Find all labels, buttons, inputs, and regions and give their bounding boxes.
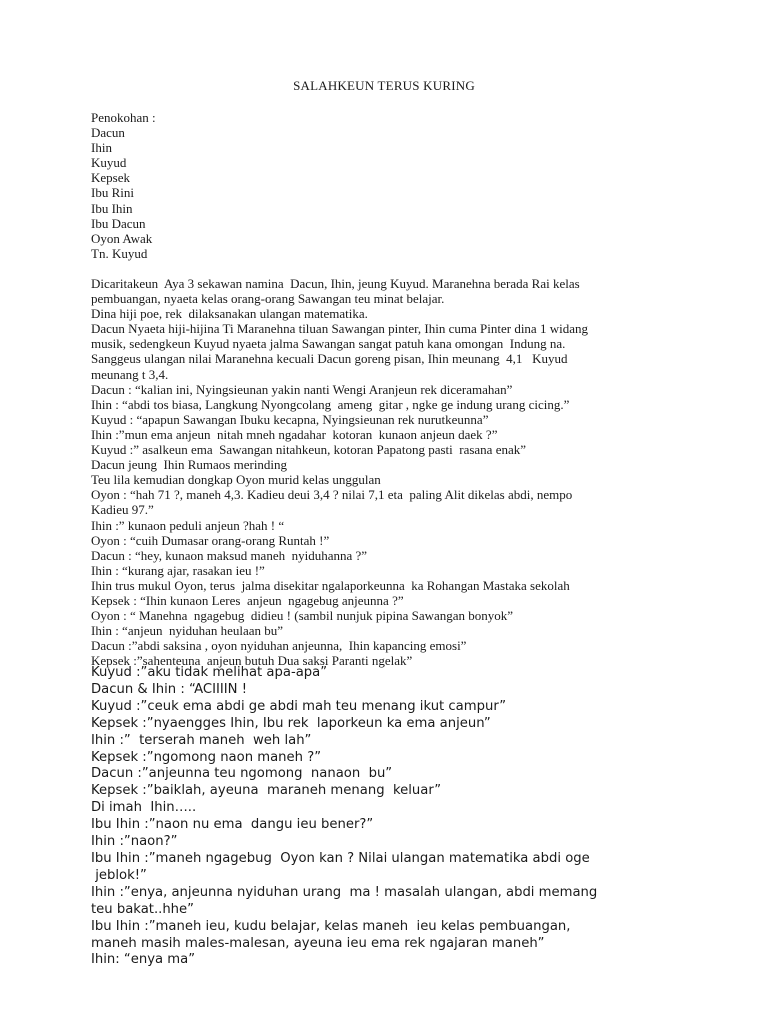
dialog-line: Kuyud :”ceuk ema abdi ge abdi mah teu menang ikut campur” <box>91 698 507 714</box>
cast-list-item: Oyon Awak <box>91 230 153 246</box>
story-line: Kepsek :”sahenteuna anjeun butuh Dua saksi Paranti ngelak” <box>91 653 413 669</box>
story-line: Dacun : “kalian ini, Nyingsieunan yakin nanti Wengi Aranjeun rek diceramahan” <box>91 381 513 397</box>
cast-list-item: Dacun <box>91 125 125 141</box>
cast-list-item: Ibu Dacun <box>91 215 146 231</box>
dialog-line: Kuyud :”aku tidak melihat apa-apa” <box>91 665 328 680</box>
story-line: Dina hiji poe, rek dilaksanakan ulangan matematika. <box>91 306 368 322</box>
dialog-line: Ihin :”naon?” <box>91 834 178 850</box>
story-section <box>91 276 681 668</box>
dialog-line: Ibu Ihin :”maneh ieu, kudu belajar, kelas maneh ieu kelas pembuangan, <box>91 918 571 934</box>
cast-list <box>91 125 681 261</box>
dialog-section <box>91 665 691 969</box>
story-line: Dacun : “hey, kunaon maksud maneh nyiduhanna ?” <box>91 547 368 563</box>
dialog-line: Kepsek :”nyaengges Ihin, Ibu rek laporkeun ka ema anjeun” <box>91 715 491 731</box>
story-line: Ihin :” kunaon peduli anjeun ?hah ! “ <box>91 517 285 533</box>
story-line: Dicaritakeun Aya 3 sekawan namina Dacun, Ihin, jeung Kuyud. Maranehna berada Rai kelas <box>91 276 580 291</box>
story-line: Dacun jeung Ihin Rumaos merinding <box>91 457 288 473</box>
dialog-line: Dacun :”anjeunna teu ngomong nanaon bu” <box>91 766 393 782</box>
story-line: Kadieu 97.” <box>91 502 154 518</box>
dialog-line: Ibu Ihin :”maneh ngagebug Oyon kan ? Nilai ulangan matematika abdi oge <box>91 850 590 866</box>
cast-list-item: Tn. Kuyud <box>91 245 148 261</box>
story-line: Ihin : “anjeun nyiduhan heulaan bu” <box>91 623 284 639</box>
dialog-line: Dacun & Ihin : “ACIIIIN ! <box>91 681 247 697</box>
story-line: Oyon : “hah 71 ?, maneh 4,3. Kadieu deui 3,4 ? nilai 7,1 eta paling Alit dikelas abdi, nempo <box>91 487 573 503</box>
cast-section <box>91 110 681 261</box>
cast-heading: Penokohan : <box>91 110 156 125</box>
story-line: Teu lila kemudian dongkap Oyon murid kelas unggulan <box>91 472 381 488</box>
story-line: Ihin : “abdi tos biasa, Langkung Nyongcolang ameng gitar , ngke ge indung urang cicing.” <box>91 396 570 412</box>
story-line: Kuyud :” asalkeun ema Sawangan nitahkeun, kotoran Papatong pasti rasana enak” <box>91 442 526 458</box>
story-line: Sanggeus ulangan nilai Maranehna kecuali Dacun goreng pisan, Ihin meunang 4,1 Kuyud <box>91 351 568 367</box>
dialog-line: Ihin: “enya ma” <box>91 952 196 968</box>
story-line: pembuangan, nyaeta kelas orang-orang Sawangan teu minat belajar. <box>91 291 445 307</box>
dialog-line: Ibu Ihin :”naon nu ema dangu ieu bener?” <box>91 817 374 833</box>
cast-list-item: Ibu Ihin <box>91 200 133 216</box>
story-line: Oyon : “cuih Dumasar orang-orang Runtah !” <box>91 532 330 548</box>
dialog-line: Kepsek :”ngomong naon maneh ?” <box>91 749 322 765</box>
dialog-line: Ihin :” terserah maneh weh lah” <box>91 732 312 748</box>
dialog-line: Di imah Ihin….. <box>91 800 197 816</box>
story-line: Dacun Nyaeta hiji-hijina Ti Maranehna tiluan Sawangan pinter, Ihin cuma Pinter dina 1 widang <box>91 321 588 337</box>
story-line: Oyon : “ Manehna ngagebug didieu ! (sambil nunjuk pipina Sawangan bonyok” <box>91 608 514 624</box>
dialog-line: Ihin :”enya, anjeunna nyiduhan urang ma ! masalah ulangan, abdi memang <box>91 884 598 900</box>
dialog-line: jeblok!” <box>91 867 147 883</box>
cast-list-item: Ihin <box>91 140 112 156</box>
cast-list-item: Kepsek <box>91 170 130 186</box>
story-line: Dacun :”abdi saksina , oyon nyiduhan anjeunna, Ihin kapancing emosi” <box>91 638 467 654</box>
story-line: Kepsek : “Ihin kunaon Leres anjeun ngagebug anjeunna ?” <box>91 592 404 608</box>
story-line: meunang t 3,4. <box>91 366 169 382</box>
story-line: Kuyud : “apapun Sawangan Ibuku kecapna, Nyingsieunan rek nurutkeunna” <box>91 411 489 427</box>
cast-list-item: Ibu Rini <box>91 185 134 201</box>
dialog-line: Kepsek :”baiklah, ayeuna maraneh menang keluar” <box>91 783 442 799</box>
cast-list-item: Kuyud <box>91 155 127 171</box>
dialog-line: teu bakat..hhe” <box>91 901 194 917</box>
story-line: Ihin :”mun ema anjeun nitah mneh ngadahar kotoran kunaon anjeun daek ?” <box>91 426 498 442</box>
story-line: Ihin : “kurang ajar, rasakan ieu !” <box>91 562 265 578</box>
dialog-line: maneh masih males-malesan, ayeuna ieu ema rek ngajaran maneh” <box>91 935 545 951</box>
story-line: Ihin trus mukul Oyon, terus jalma disekitar ngalaporkeunna ka Rohangan Mastaka sekolah <box>91 577 570 593</box>
story-line: musik, sedengkeun Kuyud nyaeta jalma Sawangan sangat patuh kana omongan Indung na. <box>91 336 566 352</box>
document-title: SALAHKEUN TERUS KURING <box>293 78 475 93</box>
